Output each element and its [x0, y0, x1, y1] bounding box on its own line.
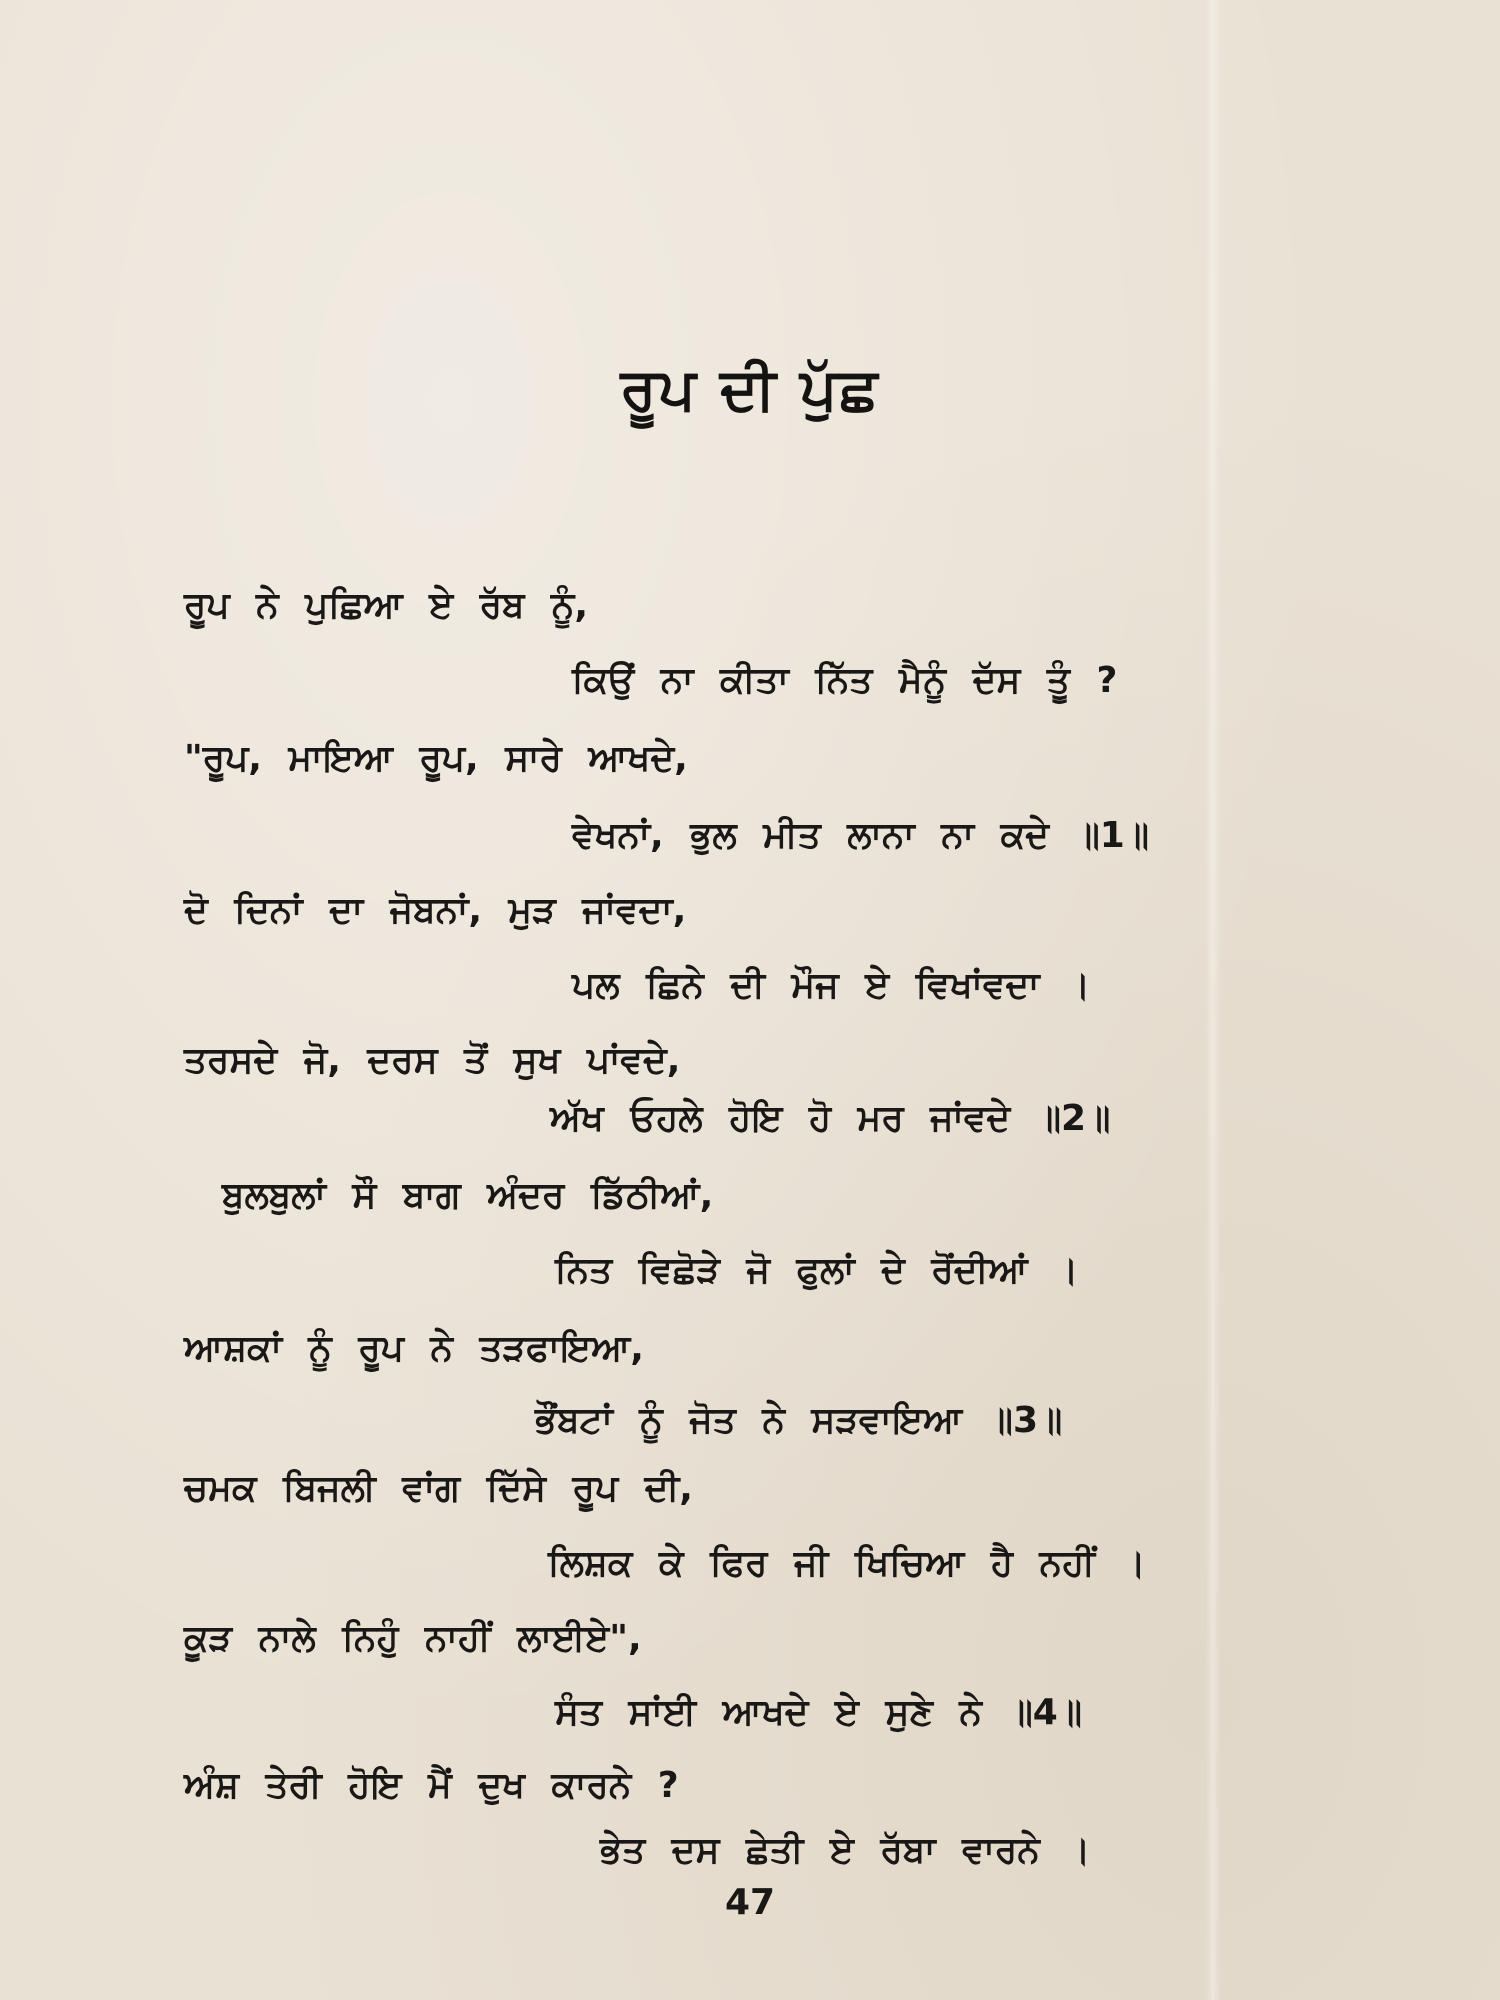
poem-line: ਕੂੜ ਨਾਲੇ ਨਿਹੁੰ ਨਾਹੀਂ ਲਾਈਏ",	[184, 1618, 642, 1659]
poem-line: ਵੇਖਨਾਂ, ਭੁਲ ਮੀਤ ਲਾਨਾ ਨਾ ਕਦੇ ॥1॥	[572, 815, 1150, 856]
poem-line: ਚਮਕ ਬਿਜਲੀ ਵਾਂਗ ਦਿੱਸੇ ਰੂਪ ਦੀ,	[184, 1468, 693, 1509]
poem-line: ਦੋ ਦਿਨਾਂ ਦਾ ਜੋਬਨਾਂ, ਮੁੜ ਜਾਂਵਦਾ,	[184, 890, 687, 931]
poem-line: ਸੰਤ ਸਾਂਈ ਆਖਦੇ ਏ ਸੁਣੇ ਨੇ ॥4॥	[555, 1692, 1083, 1733]
poem-line: ਤਰਸਦੇ ਜੋ, ਦਰਸ ਤੋਂ ਸੁਖ ਪਾਂਵਦੇ,	[184, 1040, 681, 1081]
poem-line: ਆਸ਼ਕਾਂ ਨੂੰ ਰੂਪ ਨੇ ਤੜਫਾਇਆ,	[184, 1328, 644, 1369]
poem-line: ਲਿਸ਼ਕ ਕੇ ਫਿਰ ਜੀ ਖਿਚਿਆ ਹੈ ਨਹੀਂ ।	[548, 1543, 1146, 1584]
poem-line: ਅੱਖ ਓਹਲੇ ਹੋਇ ਹੋ ਮਰ ਜਾਂਵਦੇ ॥2॥	[550, 1098, 1111, 1139]
poem-line: ਬੁਲਬੁਲਾਂ ਸੌ ਬਾਗ ਅੰਦਰ ਡਿੱਠੀਆਂ,	[222, 1175, 714, 1216]
poem-title: ਰੂਪ ਦੀ ਪੁੱਛ	[620, 355, 880, 423]
page-number: 47	[724, 1882, 776, 1923]
poem-line: ਅੰਸ਼ ਤੇਰੀ ਹੋਇ ਮੈਂ ਦੁਖ ਕਾਰਨੇ ?	[184, 1765, 679, 1806]
poem-line: ਨਿਤ ਵਿਛੋੜੇ ਜੋ ਫੁਲਾਂ ਦੇ ਰੋਂਦੀਆਂ ।	[555, 1250, 1079, 1291]
poem-line: ਭੌਂਬਟਾਂ ਨੂੰ ਜੋਤ ਨੇ ਸੜਵਾਇਆ ॥3॥	[535, 1400, 1063, 1441]
poem-line: ਪਲ ਛਿਨੇ ਦੀ ਮੌਜ ਏ ਵਿਖਾਂਵਦਾ ।	[572, 965, 1091, 1006]
poem-line: "ਰੂਪ, ਮਾਇਆ ਰੂਪ, ਸਾਰੇ ਆਖਦੇ,	[184, 738, 688, 779]
poem-line: ਰੂਪ ਨੇ ਪੁਛਿਆ ਏ ਰੱਬ ਨੂੰ,	[184, 585, 589, 626]
poem-line: ਕਿਉਂ ਨਾ ਕੀਤਾ ਨਿੱਤ ਮੈਨੂੰ ਦੱਸ ਤੂੰ ?	[572, 660, 1118, 701]
poem-line: ਭੇਤ ਦਸ ਛੇਤੀ ਏ ਰੱਬਾ ਵਾਰਨੇ ।	[600, 1830, 1091, 1871]
